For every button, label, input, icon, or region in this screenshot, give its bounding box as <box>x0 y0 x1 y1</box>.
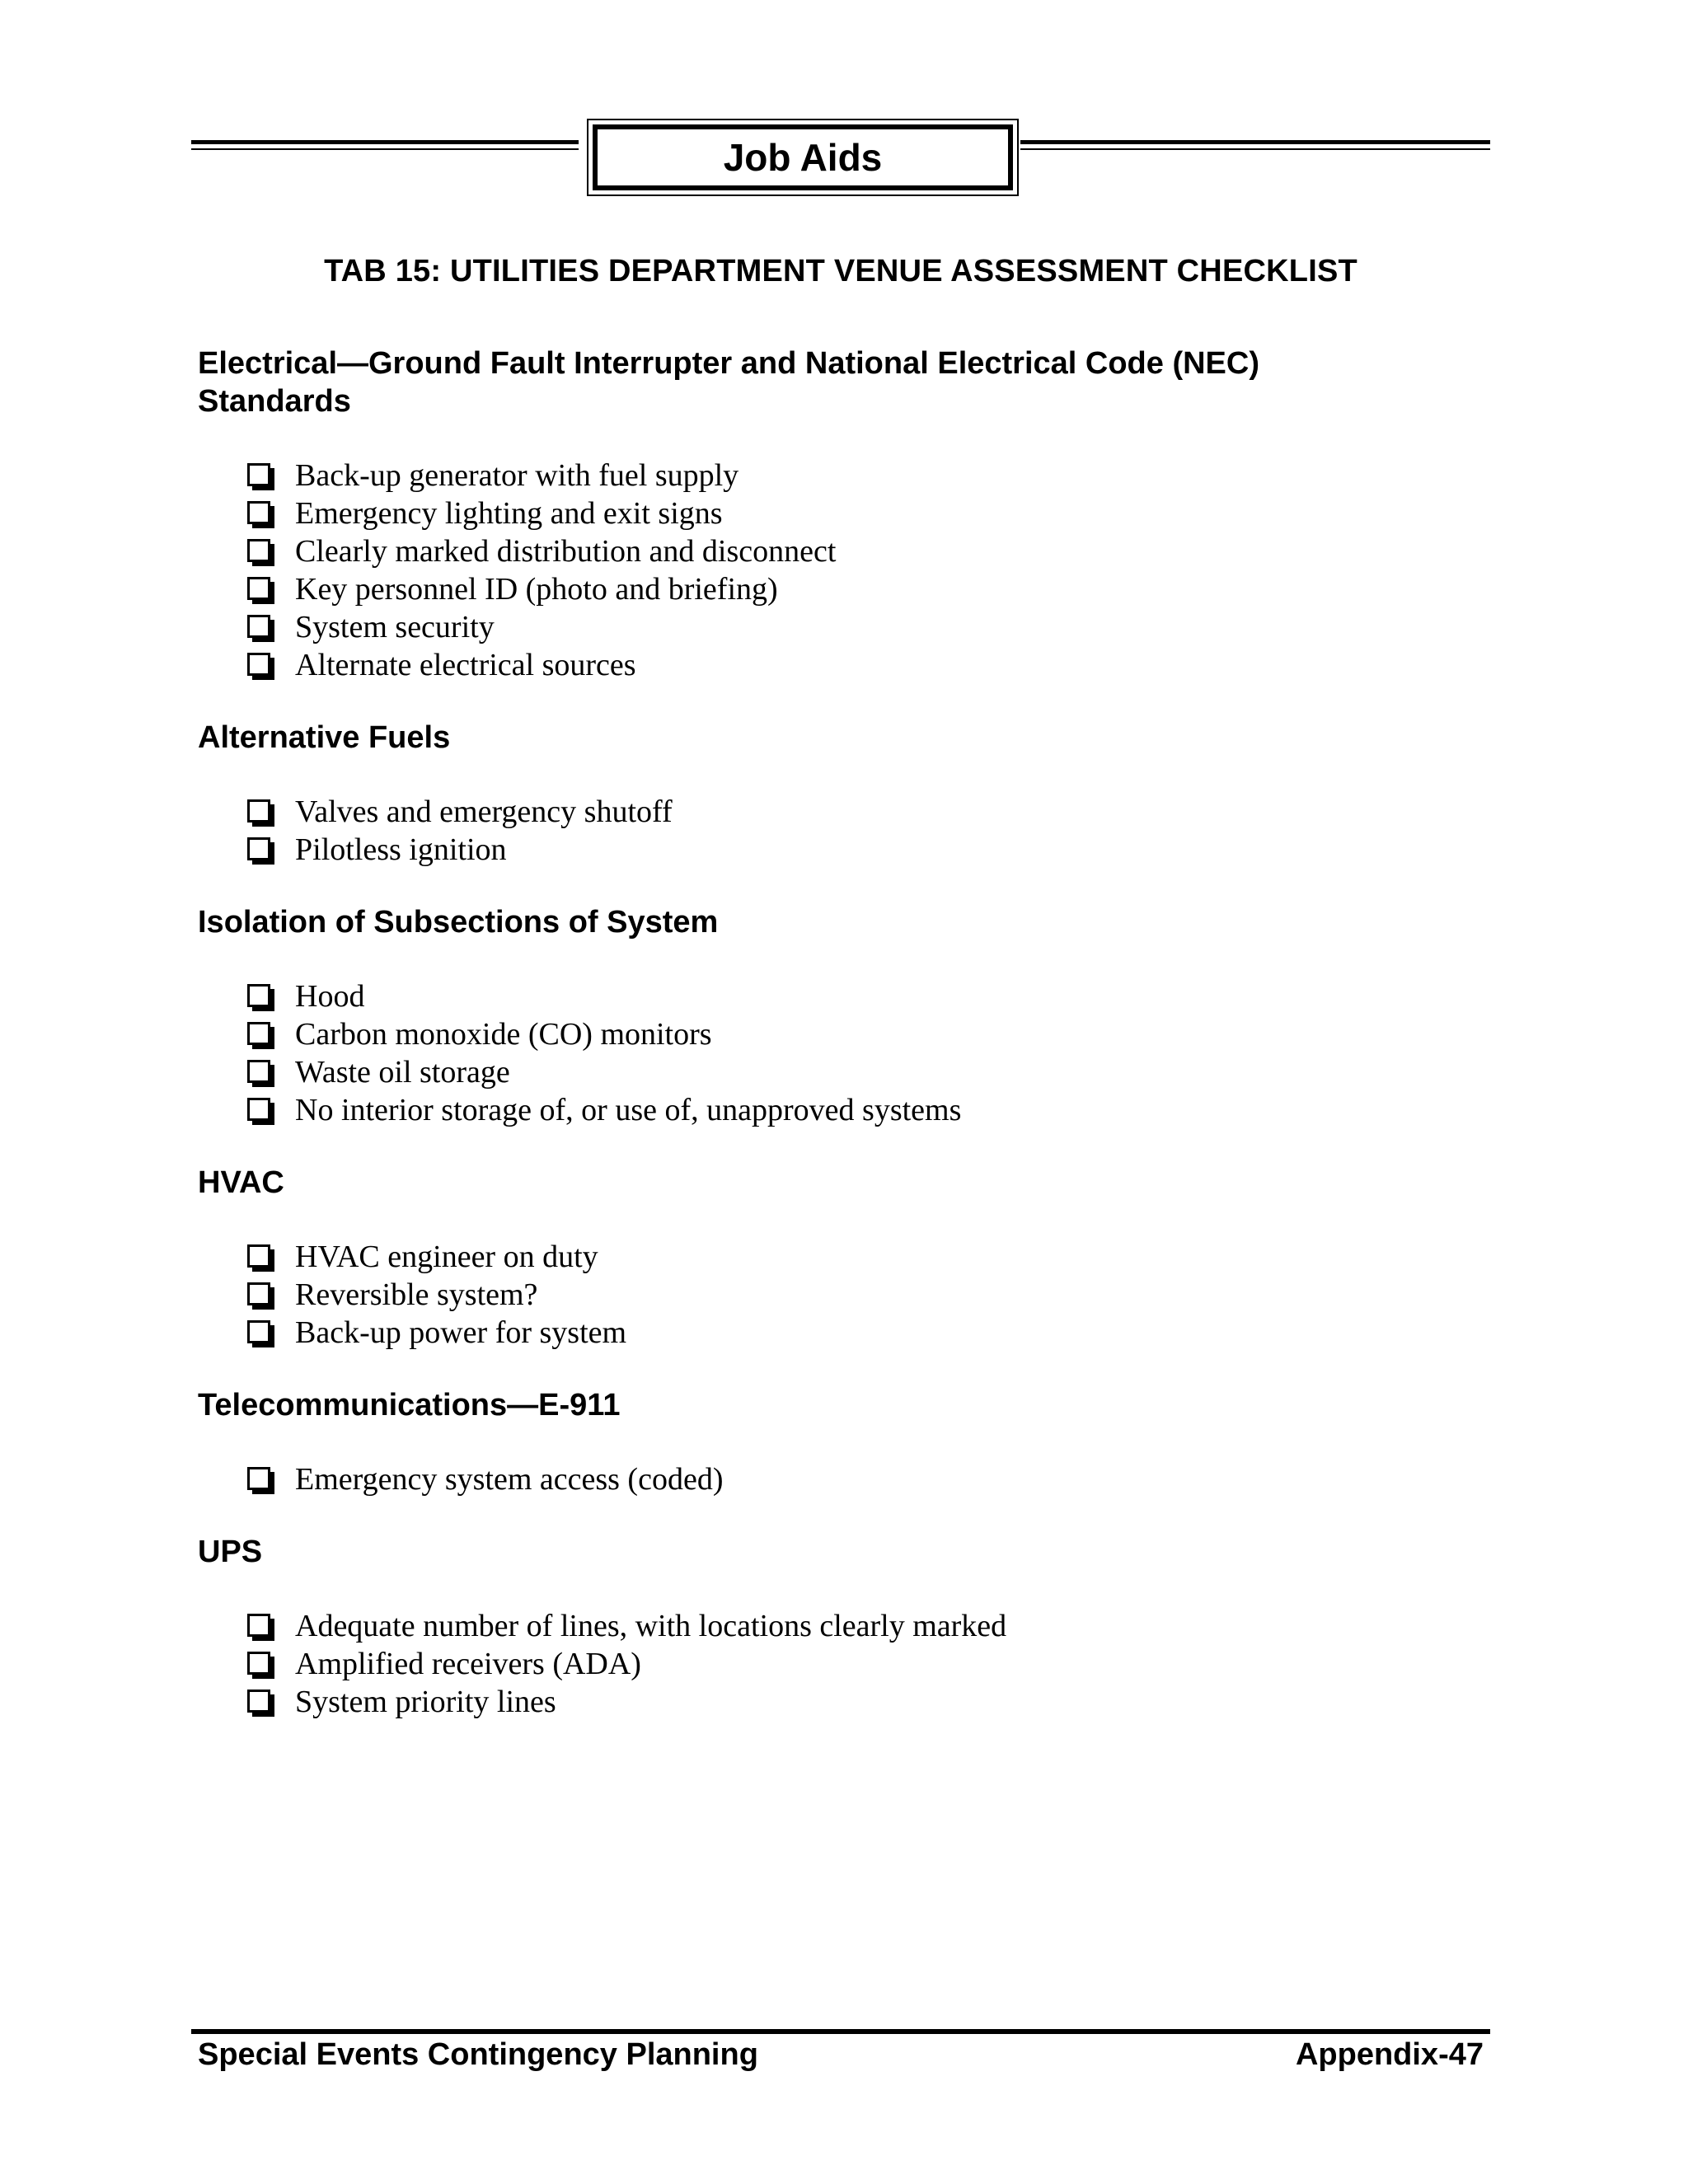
section-heading: Alternative Fuels <box>198 720 451 755</box>
checkbox-icon[interactable] <box>247 1652 272 1676</box>
footer-rule <box>191 2029 1490 2034</box>
checklist-item <box>247 793 1484 831</box>
checkbox-icon[interactable] <box>247 1244 272 1269</box>
checkbox-icon[interactable] <box>247 984 272 1009</box>
checklist <box>198 1607 1484 1721</box>
checkbox-icon[interactable] <box>247 1614 272 1638</box>
section-electrical <box>198 344 1484 684</box>
checkbox-icon[interactable] <box>247 1467 272 1492</box>
checklist <box>198 1460 1484 1498</box>
section-heading: HVAC <box>198 1165 284 1200</box>
section-isolation <box>198 903 1484 1129</box>
checklist-item <box>247 1015 1484 1053</box>
section-ups <box>198 1533 1484 1721</box>
section-heading: UPS <box>198 1535 263 1569</box>
checklist-item <box>247 1091 1484 1129</box>
checklist-item-label: Reversible system? <box>295 1277 538 1312</box>
checkbox-icon[interactable] <box>247 1690 272 1714</box>
footer-title: Special Events Contingency Planning <box>198 2037 758 2072</box>
checklist-item-label: Key personnel ID (photo and briefing) <box>295 572 778 607</box>
checklist-item <box>247 457 1484 494</box>
checkbox-icon[interactable] <box>247 837 272 862</box>
checklist-item <box>247 532 1484 570</box>
checkbox-icon[interactable] <box>247 653 272 677</box>
checklist-item-label: Waste oil storage <box>295 1055 510 1090</box>
checkbox-icon[interactable] <box>247 1320 272 1345</box>
checklist <box>198 977 1484 1129</box>
checklist-item-label: Back-up power for system <box>295 1315 627 1350</box>
checklist-item-label: Back-up generator with fuel supply <box>295 458 739 493</box>
checklist-item <box>247 1460 1484 1498</box>
page-header <box>191 119 1490 198</box>
checklist-item-label: HVAC engineer on duty <box>295 1240 598 1274</box>
checklist-item <box>247 977 1484 1015</box>
checklist-item-label: Alternate electrical sources <box>295 648 636 682</box>
header-rule-left <box>191 140 579 150</box>
checkbox-icon[interactable] <box>247 539 272 564</box>
section-hvac <box>198 1164 1484 1352</box>
checkbox-icon[interactable] <box>247 1060 272 1085</box>
section-alternative-fuels <box>198 719 1484 869</box>
checklist-item <box>247 1683 1484 1721</box>
header-label-box <box>587 119 1019 196</box>
checklist-item <box>247 1053 1484 1091</box>
checklist-item-label: No interior storage of, or use of, unapproved systems <box>295 1093 962 1127</box>
checklist-item-label: System priority lines <box>295 1685 556 1719</box>
checklist-item-label: Emergency system access (coded) <box>295 1462 724 1497</box>
checklist-item <box>247 646 1484 684</box>
checkbox-icon[interactable] <box>247 501 272 526</box>
checklist-item <box>247 1645 1484 1683</box>
section-telecommunications <box>198 1386 1484 1498</box>
checklist-item-label: Emergency lighting and exit signs <box>295 496 723 531</box>
checkbox-icon[interactable] <box>247 1282 272 1307</box>
checklist-item-label: Hood <box>295 979 365 1014</box>
document-title: TAB 15: UTILITIES DEPARTMENT VENUE ASSESSMENT CHECKLIST <box>324 254 1357 288</box>
checklist-item-label: Amplified receivers (ADA) <box>295 1647 641 1681</box>
checkbox-icon[interactable] <box>247 1022 272 1047</box>
page-number: Appendix-47 <box>1295 2037 1484 2072</box>
header-label: Job Aids <box>593 124 1013 190</box>
checkbox-icon[interactable] <box>247 799 272 824</box>
checklist-item <box>247 1238 1484 1276</box>
checklist-item <box>247 831 1484 869</box>
checkbox-icon[interactable] <box>247 615 272 640</box>
checklist <box>198 457 1484 684</box>
checklist <box>198 793 1484 869</box>
checkbox-icon[interactable] <box>247 577 272 602</box>
checklist <box>198 1238 1484 1352</box>
checklist-content <box>198 344 1484 1755</box>
checklist-item <box>247 570 1484 608</box>
section-heading: Telecommunications—E-911 <box>198 1388 621 1422</box>
checklist-item <box>247 608 1484 646</box>
checklist-item-label: Clearly marked distribution and disconnect <box>295 534 837 569</box>
checklist-item <box>247 1276 1484 1314</box>
checklist-item-label: Carbon monoxide (CO) monitors <box>295 1017 712 1052</box>
checklist-item <box>247 1314 1484 1352</box>
section-heading: Isolation of Subsections of System <box>198 905 719 940</box>
checklist-item-label: Valves and emergency shutoff <box>295 794 673 829</box>
checklist-item-label: Adequate number of lines, with locations clearly marked <box>295 1609 1007 1643</box>
section-heading-line: Standards <box>198 384 351 419</box>
checklist-item <box>247 494 1484 532</box>
section-heading-line: Electrical—Ground Fault Interrupter and National Electrical Code (NEC) <box>198 346 1259 381</box>
checklist-item-label: System security <box>295 610 495 644</box>
checklist-item-label: Pilotless ignition <box>295 832 507 867</box>
checklist-item <box>247 1607 1484 1645</box>
checkbox-icon[interactable] <box>247 1098 272 1122</box>
section-heading <box>198 344 1484 420</box>
checkbox-icon[interactable] <box>247 463 272 488</box>
header-rule-right <box>1020 140 1490 150</box>
